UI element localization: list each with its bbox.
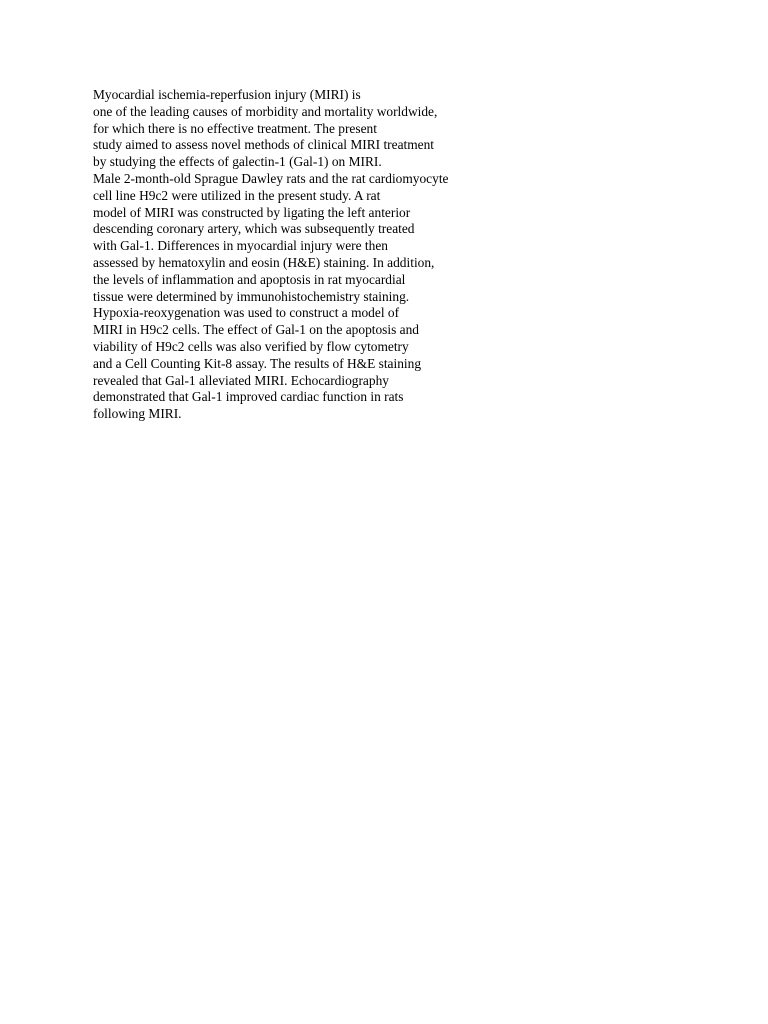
text-line: model of MIRI was constructed by ligating the left anterior [93, 204, 411, 220]
text-line: Myocardial ischemia-reperfusion injury (MIRI) is [93, 87, 361, 102]
text-line: descending coronary artery, which was subsequently treated [93, 221, 415, 237]
text-line: following MIRI. [93, 406, 182, 422]
text-line: MIRI in H9c2 cells. The effect of Gal-1 on the apoptosis and [93, 322, 420, 338]
text-line: and a Cell Counting Kit-8 assay. The results of H&E staining [93, 355, 422, 371]
text-line: Male 2-month-old Sprague Dawley rats and the rat cardiomyocyte [93, 170, 449, 186]
text-line: assessed by hematoxylin and eosin (H&E) staining. In addition, [93, 254, 435, 270]
text-line: for which there is no effective treatment. The present [93, 120, 377, 136]
text-line: one of the leading causes of morbidity and mortality worldwide, [93, 103, 438, 119]
text-line: revealed that Gal-1 alleviated MIRI. Echocardiography [93, 372, 389, 388]
text-line: demonstrated that Gal-1 improved cardiac function in rats [93, 389, 404, 405]
text-line: viability of H9c2 cells was also verified by flow cytometry [93, 338, 409, 354]
text-line: tissue were determined by immunohistochemistry staining. [93, 288, 410, 304]
text-line: the levels of inflammation and apoptosis in rat myocardial [93, 271, 406, 287]
text-line: Hypoxia-reoxygenation was used to construct a model of [93, 305, 400, 321]
text-line: with Gal-1. Differences in myocardial injury were then [93, 238, 388, 254]
text-line: by studying the effects of galectin-1 (Gal-1) on MIRI. [93, 154, 382, 170]
text-line: study aimed to assess novel methods of clinical MIRI treatment [93, 137, 435, 153]
abstract-paragraph [93, 87, 653, 423]
text-line: cell line H9c2 were utilized in the present study. A rat [93, 187, 381, 203]
